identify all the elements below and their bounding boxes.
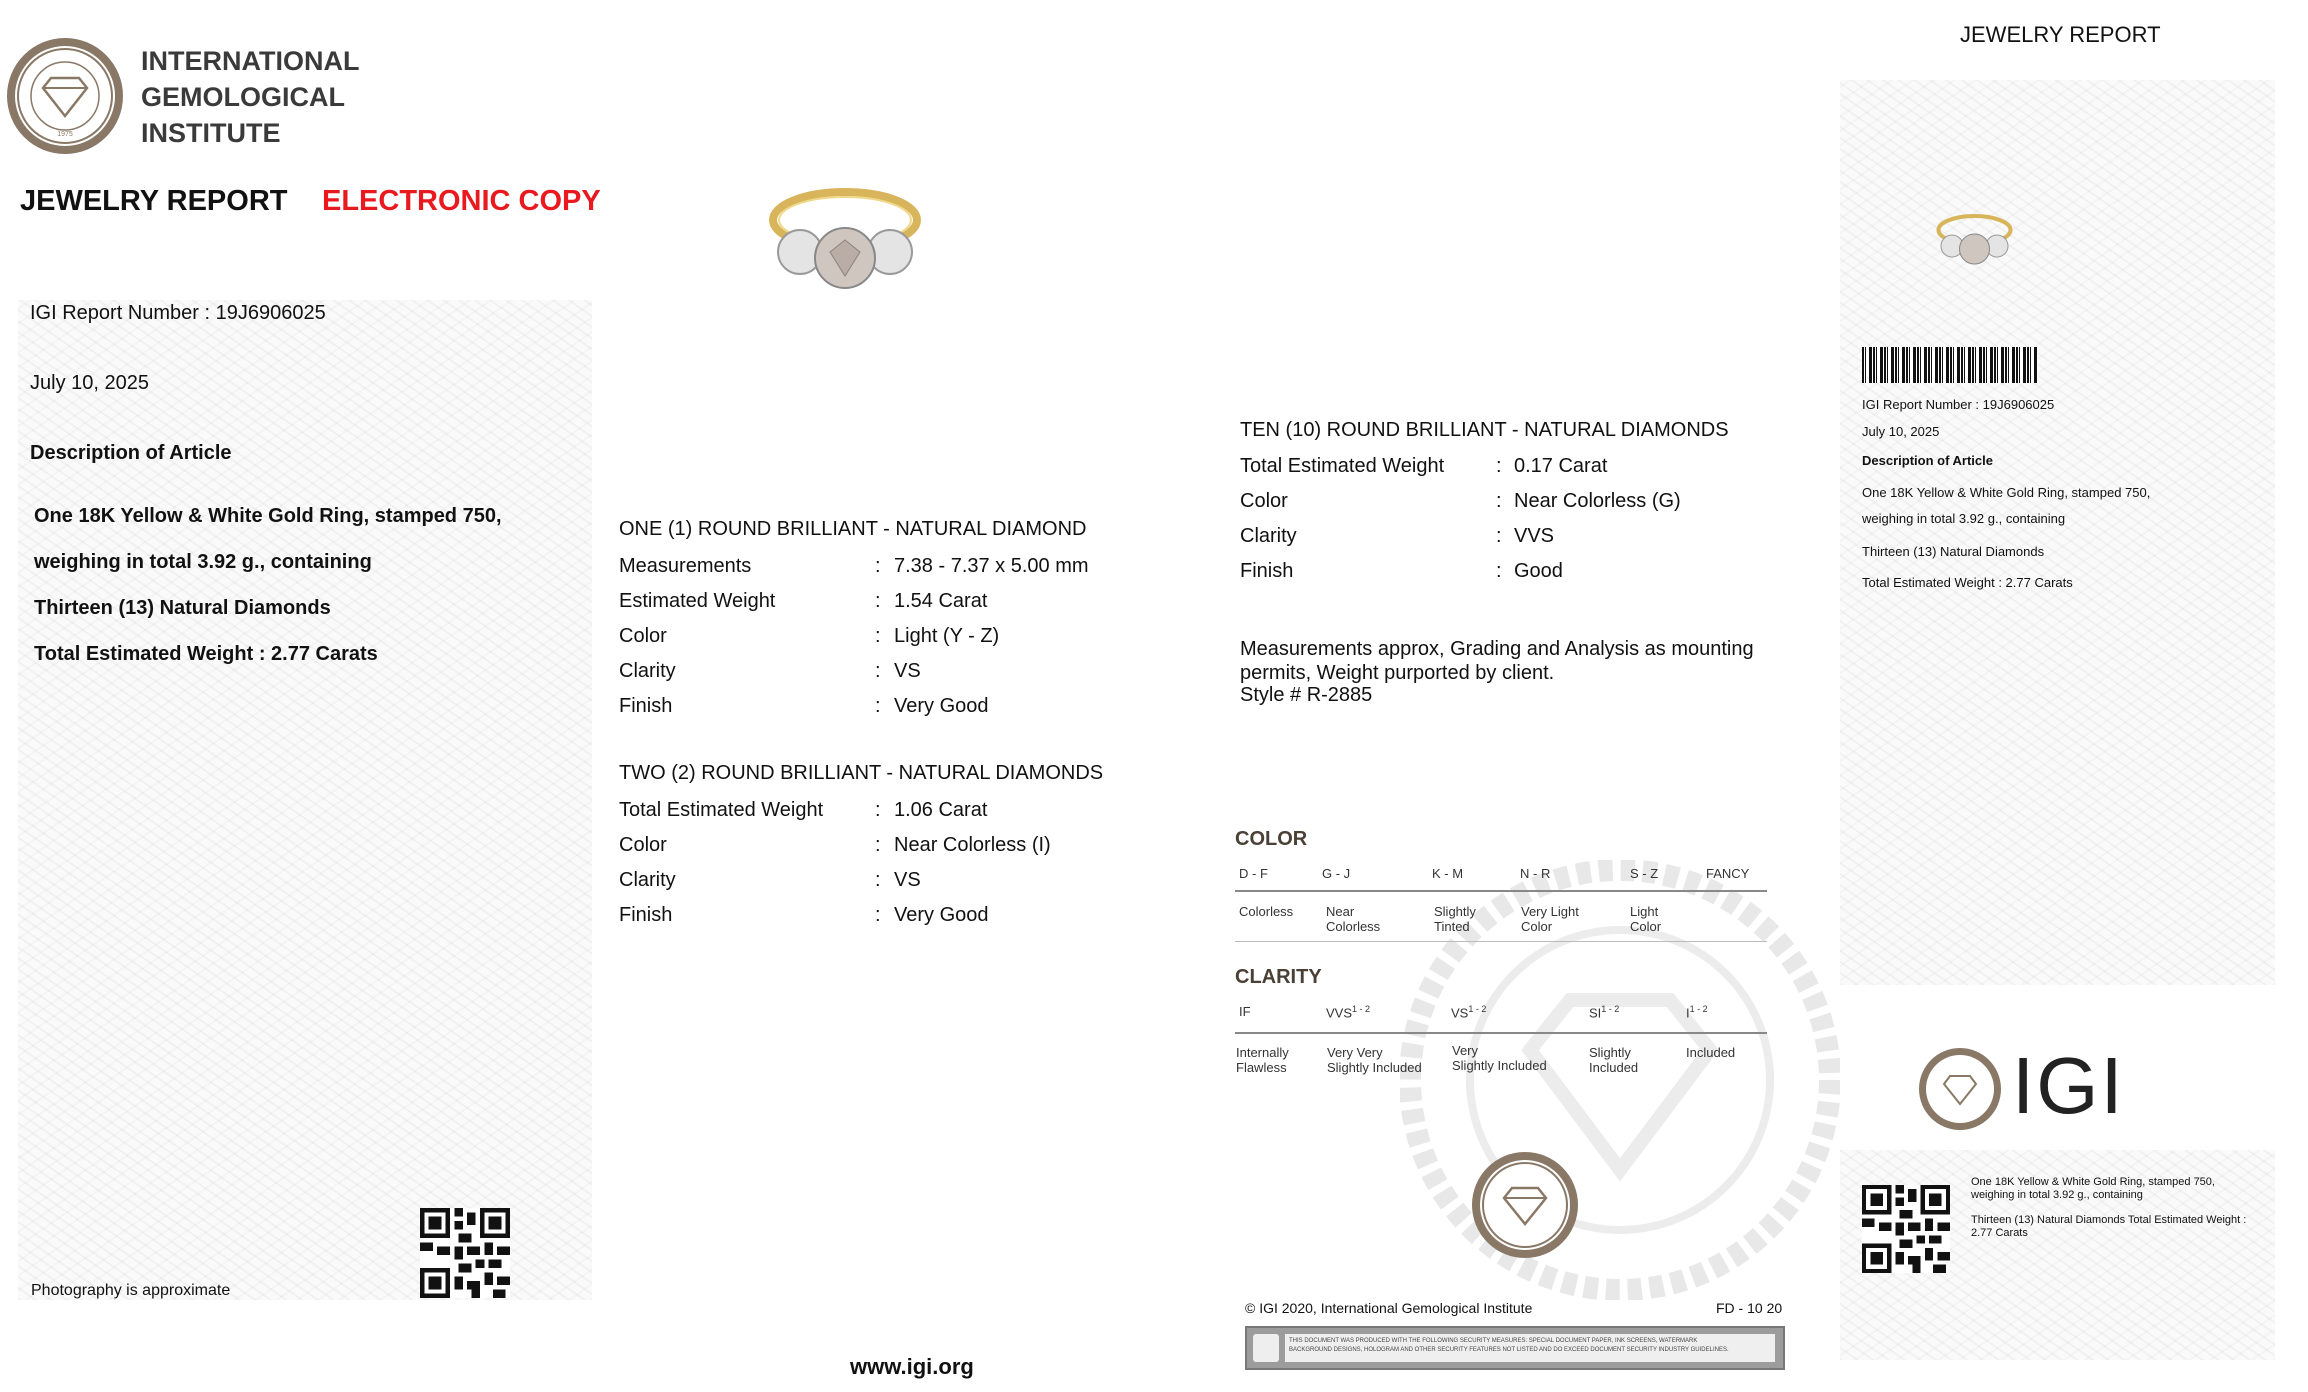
- detail-colon: :: [875, 695, 881, 717]
- description-line: Thirteen (13) Natural Diamonds: [34, 597, 331, 619]
- detail-value: 1.06 Carat: [894, 799, 988, 821]
- stub-description-line: Thirteen (13) Natural Diamonds: [1862, 544, 2045, 559]
- stub-bottom-line: Thirteen (13) Natural Diamonds Total Estimated Weight :: [1971, 1214, 2247, 1226]
- color-grade: D - F: [1239, 866, 1268, 881]
- form-code: FD - 10 20: [1716, 1300, 1783, 1316]
- detail-value: Good: [1514, 560, 1563, 582]
- electronic-copy-label: ELECTRONIC COPY: [322, 185, 601, 217]
- detail-row: [1240, 490, 1800, 520]
- igi-seal-logo: [5, 36, 125, 156]
- copyright: © IGI 2020, International Gemological Institute: [1245, 1300, 1533, 1316]
- stub-ring-photo: [1932, 208, 2017, 272]
- detail-colon: :: [875, 799, 881, 821]
- detail-row: [619, 590, 1179, 620]
- clarity-grade: $I^{1 - 2}$: [1686, 1004, 1708, 1021]
- detail-value: Very Good: [894, 695, 989, 717]
- detail-value: Light (Y - Z): [894, 625, 1000, 647]
- security-note-line: BACKGROUND DESIGNS, HOLOGRAM AND OTHER SECURITY FEATURES NOT LISTED AND DO EXCEED DOCUMENT SECURITY INDUSTRY GUIDELINES.: [1289, 1347, 1729, 1353]
- detail-label: Total Estimated Weight: [619, 799, 824, 821]
- detail-colon: :: [875, 590, 881, 612]
- color-desc: Light Color: [1630, 904, 1662, 934]
- detail-row: [619, 555, 1179, 585]
- report-date: July 10, 2025: [30, 372, 149, 394]
- stub-bottom-line: One 18K Yellow & White Gold Ring, stamped 750,: [1971, 1176, 2215, 1188]
- detail-label: Clarity: [1240, 525, 1297, 547]
- color-desc: Very Light Color: [1521, 904, 1579, 934]
- clarity-grade: VVS$^{1 - 2}$: [1326, 1004, 1371, 1021]
- detail-label: Finish: [619, 695, 673, 717]
- detail-row: [1240, 560, 1800, 590]
- detail-label: Color: [619, 625, 667, 647]
- stub-report-number: IGI Report Number : 19J6906025: [1862, 397, 2055, 412]
- detail-colon: :: [875, 834, 881, 856]
- detail-colon: :: [875, 555, 881, 577]
- detail-label: Color: [1240, 490, 1288, 512]
- clarity-desc: Included: [1686, 1045, 1736, 1060]
- center-two-heading: TWO (2) ROUND BRILLIANT - NATURAL DIAMONDS: [619, 762, 1104, 784]
- description-line: One 18K Yellow & White Gold Ring, stamped 750,: [34, 505, 502, 527]
- igi-seal-icon: [1470, 1150, 1580, 1260]
- comment-line: permits, Weight purported by client.: [1240, 662, 1555, 684]
- stub-background: [1840, 80, 2275, 985]
- detail-row: [619, 625, 1179, 655]
- detail-colon: :: [875, 660, 881, 682]
- detail-value: Very Good: [894, 904, 989, 926]
- description-line: weighing in total 3.92 g., containing: [34, 551, 372, 573]
- security-strip: [1245, 1326, 1785, 1370]
- qr-code[interactable]: [420, 1208, 510, 1298]
- color-grade: G - J: [1322, 866, 1351, 881]
- detail-label: Estimated Weight: [619, 590, 776, 612]
- clarity-desc: Slightly Included: [1589, 1045, 1639, 1075]
- detail-row: [619, 660, 1179, 690]
- stub-description-line: weighing in total 3.92 g., containing: [1862, 511, 2066, 526]
- color-scale-heading: COLOR: [1235, 828, 1308, 850]
- clarity-scale-heading: CLARITY: [1235, 966, 1322, 988]
- stub-description-line: One 18K Yellow & White Gold Ring, stamped 750,: [1862, 485, 2151, 500]
- detail-label: Measurements: [619, 555, 752, 577]
- igi-brand-seal-icon: [1918, 1047, 2002, 1131]
- clarity-grade: SI$^{1 - 2}$: [1589, 1004, 1620, 1021]
- detail-colon: :: [1496, 525, 1502, 547]
- detail-row: [619, 834, 1179, 864]
- center-two-rows: [619, 799, 1219, 929]
- igi-brand-text: IGI: [2012, 1041, 2125, 1130]
- detail-label: Finish: [619, 904, 673, 926]
- ten-rows: [1240, 455, 1840, 585]
- color-grade: N - R: [1520, 866, 1551, 881]
- detail-row: [619, 869, 1179, 899]
- color-grade: S - Z: [1630, 866, 1659, 881]
- color-grade: K - M: [1432, 866, 1464, 881]
- description-heading: Description of Article: [30, 442, 232, 464]
- color-desc: Slightly Tinted: [1434, 904, 1476, 934]
- detail-value: Near Colorless (G): [1514, 490, 1681, 512]
- org-name-line2: GEMOLOGICAL: [141, 82, 345, 112]
- detail-value: Near Colorless (I): [894, 834, 1051, 856]
- detail-label: Finish: [1240, 560, 1294, 582]
- ring-photo: [760, 180, 930, 300]
- color-desc: Colorless: [1239, 904, 1294, 919]
- detail-value: VS: [894, 869, 921, 891]
- detail-colon: :: [875, 904, 881, 926]
- stub-date: July 10, 2025: [1862, 424, 1940, 439]
- org-name-line1: INTERNATIONAL: [141, 46, 360, 76]
- color-scale-rule: [1235, 941, 1767, 942]
- center-one-rows: [619, 555, 1219, 715]
- color-desc: Near Colorless: [1326, 904, 1381, 934]
- stub-description-line: Total Estimated Weight : 2.77 Carats: [1862, 575, 2073, 590]
- detail-label: Clarity: [619, 869, 676, 891]
- report-number: IGI Report Number : 19J6906025: [30, 302, 326, 324]
- comment-line: Measurements approx, Grading and Analysis as mounting: [1240, 638, 1754, 660]
- description-line: Total Estimated Weight : 2.77 Carats: [34, 643, 378, 665]
- security-note-box: [1285, 1334, 1775, 1362]
- detail-label: Color: [619, 834, 667, 856]
- detail-value: 1.54 Carat: [894, 590, 988, 612]
- org-name-line3: INSTITUTE: [141, 118, 281, 148]
- lock-icon: [1253, 1334, 1279, 1362]
- center-one-heading: ONE (1) ROUND BRILLIANT - NATURAL DIAMOND: [619, 518, 1087, 540]
- stub-title: JEWELRY REPORT: [1960, 22, 2161, 47]
- detail-colon: :: [1496, 560, 1502, 582]
- detail-value: VVS: [1514, 525, 1555, 547]
- security-note-line: THIS DOCUMENT WAS PRODUCED WITH THE FOLLOWING SECURITY MEASURES: SPECIAL DOCUMENT PAPER, INK SCREENS, WATERMARK: [1289, 1338, 1698, 1344]
- ten-heading: TEN (10) ROUND BRILLIANT - NATURAL DIAMONDS: [1240, 419, 1729, 441]
- svg-text:1975: 1975: [57, 131, 73, 138]
- stub-qr-code[interactable]: [1862, 1185, 1950, 1273]
- clarity-desc: Very Slightly Included: [1452, 1043, 1547, 1073]
- website-link[interactable]: www.igi.org: [850, 1354, 974, 1379]
- detail-colon: :: [875, 625, 881, 647]
- stub-description-heading: Description of Article: [1862, 453, 1993, 468]
- detail-row: [1240, 525, 1800, 555]
- color-grade: FANCY: [1706, 866, 1750, 881]
- detail-label: Clarity: [619, 660, 676, 682]
- clarity-grade: VS$^{1 - 2}$: [1451, 1004, 1487, 1021]
- stub-bottom-line: 2.77 Carats: [1971, 1227, 2028, 1239]
- clarity-grade: IF: [1239, 1004, 1251, 1019]
- detail-row: [619, 904, 1179, 934]
- detail-colon: :: [1496, 490, 1502, 512]
- photo-note: Photography is approximate: [31, 1282, 231, 1299]
- report-title: JEWELRY REPORT: [20, 185, 288, 217]
- detail-value: 7.38 - 7.37 x 5.00 mm: [894, 555, 1089, 577]
- detail-value: 0.17 Carat: [1514, 455, 1608, 477]
- clarity-scale-rule: [1235, 1032, 1767, 1034]
- comment-line: Style # R-2885: [1240, 684, 1373, 706]
- color-scale-rule: [1235, 890, 1767, 892]
- detail-value: VS: [894, 660, 921, 682]
- detail-label: Total Estimated Weight: [1240, 455, 1445, 477]
- detail-row: [619, 695, 1179, 725]
- clarity-desc: Internally Flawless: [1236, 1045, 1289, 1075]
- barcode[interactable]: [1862, 347, 2038, 383]
- detail-row: [619, 799, 1179, 829]
- detail-row: [1240, 455, 1800, 485]
- detail-colon: :: [1496, 455, 1502, 477]
- stub-bottom-line: weighing in total 3.92 g., containing: [1971, 1189, 2143, 1201]
- detail-colon: :: [875, 869, 881, 891]
- clarity-desc: Very Very Slightly Included: [1327, 1045, 1422, 1075]
